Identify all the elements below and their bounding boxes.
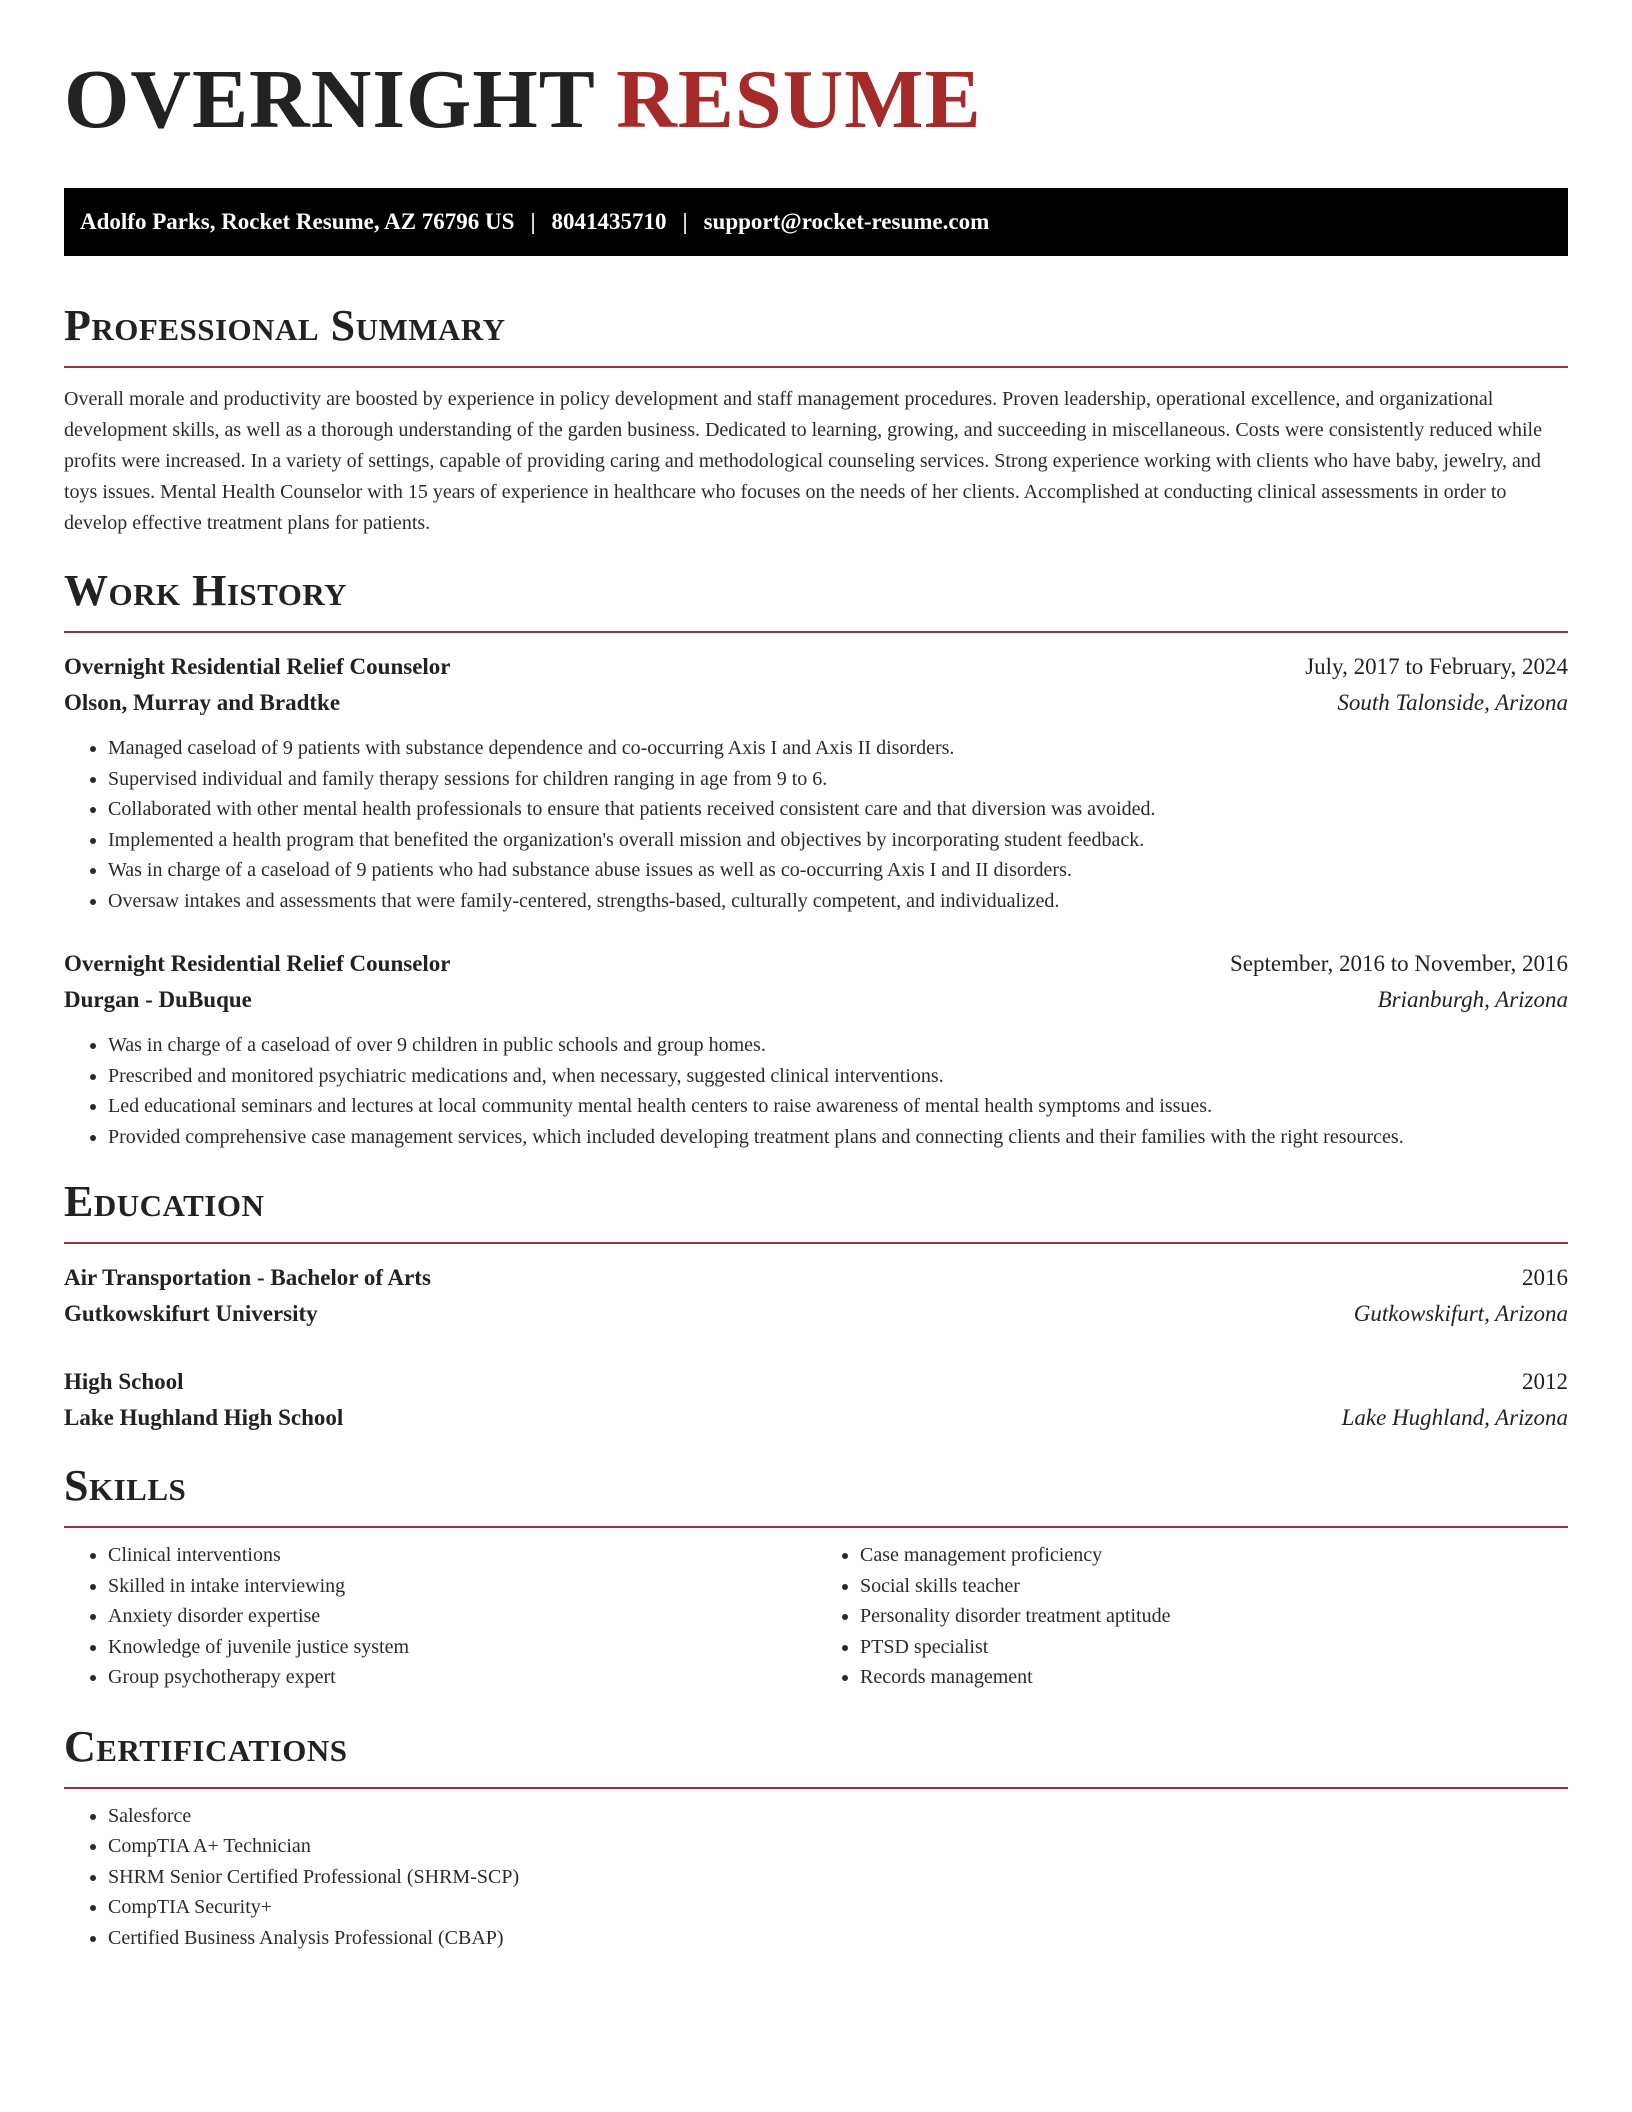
list-item: • CompTIA Security+ — [108, 1892, 1568, 1923]
list-item: • Group psychotherapy expert — [108, 1662, 816, 1693]
list-item: • PTSD specialist — [860, 1632, 1568, 1663]
list-item: • Records management — [860, 1662, 1568, 1693]
contact-email: support@rocket-resume.com — [703, 209, 990, 234]
list-item: • Knowledge of juvenile justice system — [108, 1632, 816, 1663]
list-item: • Anxiety disorder expertise — [108, 1601, 816, 1632]
list-item: • Was in charge of a caseload of over 9 children in public schools and group homes. — [108, 1030, 1568, 1061]
job-location: Brianburgh, Arizona — [1377, 987, 1568, 1012]
section-divider — [64, 1787, 1568, 1789]
list-item: • Salesforce — [108, 1801, 1568, 1832]
list-item: • Certified Business Analysis Professional (CBAP) — [108, 1923, 1568, 1954]
skills-heading: Skills — [64, 1461, 187, 1510]
list-item: • Case management proficiency — [860, 1540, 1568, 1571]
contact-separator: | — [530, 209, 536, 234]
job-dates: September, 2016 to November, 2016 — [1230, 951, 1568, 976]
certifications-heading: Certifications — [64, 1721, 348, 1771]
summary-text: Overall morale and productivity are boosted by experience in policy development and staff management procedures. Proven leadership, operational excellence, and organizational development skills, as well as a thorough understanding of the garden business. Dedicated to learning, growing, and succeeding in miscellaneous. Costs were consistently reduced while profits were increased. In a variety of settings, capable of providing caring and methodological counseling services. Strong experience working with clients who have baby, jewelry, and toys issues. Mental Health Counselor with 15 years of experience in healthcare who focuses on the needs of her clients. Accomplished at conducting clinical assessments in order to develop effective treatment plans for patients. — [64, 388, 1542, 534]
job-title: Overnight Residential Relief Counselor — [64, 654, 451, 679]
list-item: • Skilled in intake interviewing — [108, 1571, 816, 1602]
job-title: Overnight Residential Relief Counselor — [64, 951, 451, 976]
job-entry — [64, 649, 1568, 916]
list-item: • CompTIA A+ Technician — [108, 1831, 1568, 1862]
job-dates: July, 2017 to February, 2024 — [1305, 654, 1568, 679]
list-item: • Oversaw intakes and assessments that were family-centered, strengths-based, culturally competent, and individualized. — [108, 886, 1568, 917]
section-divider — [64, 366, 1568, 368]
education-entry — [64, 1260, 1568, 1332]
education-year: 2012 — [1522, 1369, 1568, 1394]
list-item: • Collaborated with other mental health professionals to ensure that patients received consistent care and that diversion was avoided. — [108, 794, 1568, 825]
contact-address: Adolfo Parks, Rocket Resume, AZ 76796 US — [80, 209, 515, 234]
list-item: • SHRM Senior Certified Professional (SHRM-SCP) — [108, 1862, 1568, 1893]
job-bullets — [64, 733, 1568, 916]
resume-title — [64, 53, 1568, 146]
list-item: • Clinical interventions — [108, 1540, 816, 1571]
list-item: • Managed caseload of 9 patients with substance dependence and co-occurring Axis I and Axis II disorders. — [108, 733, 1568, 764]
work-history-section — [64, 566, 1568, 1152]
work-history-heading: Work History — [64, 566, 348, 615]
list-item: • Led educational seminars and lectures at local community mental health centers to raise awareness of mental health symptoms and issues. — [108, 1091, 1568, 1122]
list-item: • Personality disorder treatment aptitude — [860, 1601, 1568, 1632]
section-divider — [64, 1242, 1568, 1244]
education-location: Gutkowskifurt, Arizona — [1353, 1301, 1568, 1326]
certifications-section — [64, 1721, 1568, 1954]
list-item: • Implemented a health program that benefited the organization's overall mission and objectives by incorporating student feedback. — [108, 825, 1568, 856]
job-entry — [64, 946, 1568, 1152]
job-company: Olson, Murray and Bradtke — [64, 690, 341, 715]
section-divider — [64, 631, 1568, 633]
education-entry — [64, 1364, 1568, 1436]
education-heading: Education — [64, 1177, 265, 1226]
education-degree: Air Transportation - Bachelor of Arts — [64, 1265, 431, 1290]
education-year: 2016 — [1522, 1265, 1568, 1290]
summary-heading: Professional Summary — [64, 301, 506, 350]
contact-bar — [64, 188, 1568, 256]
skills-columns — [64, 1528, 1568, 1693]
skills-section — [64, 1461, 1568, 1693]
education-school: Lake Hughland High School — [64, 1405, 344, 1430]
list-item: • Provided comprehensive case management services, which included developing treatment plans and connecting clients and their families with the right resources. — [108, 1122, 1568, 1153]
education-section — [64, 1177, 1568, 1436]
certifications-list — [64, 1801, 1568, 1954]
education-location: Lake Hughland, Arizona — [1341, 1405, 1568, 1430]
contact-phone: 8041435710 — [551, 209, 667, 234]
contact-separator: | — [682, 209, 688, 234]
job-location: South Talonside, Arizona — [1337, 690, 1568, 715]
title-word-2: RESUME — [616, 53, 982, 146]
title-word-1: OVERNIGHT — [64, 53, 595, 146]
job-bullets — [64, 1030, 1568, 1152]
list-item: • Supervised individual and family therapy sessions for children ranging in age from 9 to 6. — [108, 764, 1568, 795]
summary-section — [64, 301, 1568, 539]
education-school: Gutkowskifurt University — [64, 1301, 318, 1326]
list-item: • Prescribed and monitored psychiatric medications and, when necessary, suggested clinical interventions. — [108, 1061, 1568, 1092]
job-company: Durgan - DuBuque — [64, 987, 252, 1012]
skills-list-left — [64, 1540, 816, 1693]
list-item: • Was in charge of a caseload of 9 patients who had substance abuse issues as well as co-occurring Axis I and II disorders. — [108, 855, 1568, 886]
list-item: • Social skills teacher — [860, 1571, 1568, 1602]
education-degree: High School — [64, 1369, 184, 1394]
skills-list-right — [816, 1540, 1568, 1693]
